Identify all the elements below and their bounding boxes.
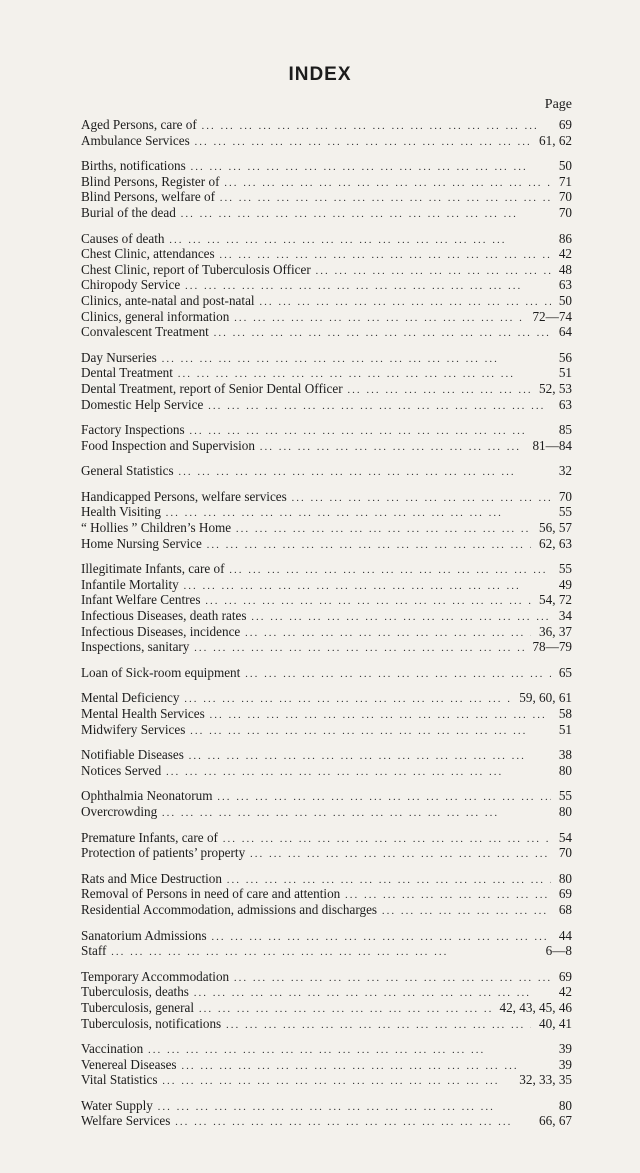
index-entry-label: Ophthalmia Neonatorum ... . (81, 788, 551, 806)
index-entry-label: Health Visiting ... . (81, 504, 551, 522)
index-entry-label: Clinics, ante-natal and post-natal ... . (81, 293, 551, 311)
index-entry-row (81, 845, 572, 861)
index-entry-label: Handicapped Persons, welfare services ... . (81, 489, 551, 507)
index-entry-label: Protection of patients’ property ... . (81, 845, 551, 863)
index-entry-pages: 51 (558, 365, 572, 381)
index-entry-label: Tuberculosis, notifications ... . (81, 1016, 531, 1034)
index-entry-pages: 63 (558, 277, 572, 293)
index-entry-row (81, 117, 572, 133)
index-entry-row (81, 763, 572, 779)
index-entry-pages: 34 (558, 608, 572, 624)
index-entry-pages: 42, 43, 45, 46 (499, 999, 572, 1015)
index-entry-pages: 81—84 (532, 437, 572, 453)
index-entry-row (81, 665, 572, 681)
index-entry-pages: 78—79 (532, 639, 572, 655)
index-entry-row (81, 1016, 572, 1032)
index-entry-row (81, 943, 572, 959)
index-entry-pages: 50 (558, 158, 572, 174)
index-entry-row (81, 1098, 572, 1114)
index-entry-pages: 80 (558, 870, 572, 886)
index-entry-label: Dental Treatment, report of Senior Dental Officer ... . (81, 381, 531, 399)
index-entry-label: Blind Persons, welfare of ... . (81, 189, 551, 207)
index-entry-row (81, 463, 572, 479)
index-entry-row (81, 830, 572, 846)
index-entry-row (81, 158, 572, 174)
index-entry-label: Domestic Help Service ... . (81, 397, 551, 415)
index-entry-label: Chest Clinic, report of Tuberculosis Officer ... . (81, 262, 551, 280)
index-entry-row (81, 504, 572, 520)
index-entry-row (81, 561, 572, 577)
index-entry-label: Loan of Sick-room equipment ... . (81, 665, 551, 683)
index-entry-pages: 54 (558, 829, 572, 845)
index-entry-row (81, 804, 572, 820)
index-entry-row (81, 706, 572, 722)
index-entry-pages: 70 (558, 204, 572, 220)
index-entry-pages: 42 (558, 246, 572, 262)
index-entry-row (81, 1000, 572, 1016)
index-entry-pages: 69 (558, 968, 572, 984)
index-entry-row (81, 231, 572, 247)
index-entry-label: Ambulance Services ... . (81, 133, 531, 151)
index-entry-label: Infectious Diseases, incidence ... . (81, 624, 531, 642)
index-entry-label: Infantile Mortality ... . (81, 577, 551, 595)
index-entry-pages: 65 (558, 664, 572, 680)
index-entry-pages: 55 (558, 788, 572, 804)
index-entry-row (81, 624, 572, 640)
index-entry-row (81, 928, 572, 944)
index-entry-label: Day Nurseries ... . (81, 350, 551, 368)
index-entry-row (81, 984, 572, 1000)
index-entry-row (81, 747, 572, 763)
index-group (81, 561, 572, 655)
index-entry-row (81, 174, 572, 190)
index-group (81, 871, 572, 918)
index-entry-pages: 70 (558, 845, 572, 861)
index-entry-pages: 55 (558, 561, 572, 577)
index-entry-label: Dental Treatment ... . (81, 365, 551, 383)
index-entry-pages: 52, 53 (539, 380, 572, 396)
index-entry-label: Clinics, general information ... . (81, 309, 524, 327)
index-entry-label: Vital Statistics ... . (81, 1072, 511, 1090)
index-entry-row (81, 722, 572, 738)
index-entry-row (81, 350, 572, 366)
index-group (81, 747, 572, 778)
index-entry-pages: 71 (558, 173, 572, 189)
index-entry-pages: 32 (558, 463, 572, 479)
index-entry-pages: 50 (558, 292, 572, 308)
index-entry-row (81, 639, 572, 655)
index-entry-pages: 39 (558, 1056, 572, 1072)
index-entry-row (81, 577, 572, 593)
index-entry-row (81, 205, 572, 221)
index-entry-pages: 6—8 (545, 943, 572, 959)
index-entry-label: Aged Persons, care of ... . (81, 117, 551, 135)
index-entry-pages: 56, 57 (539, 520, 572, 536)
index-entry-label: Chiropody Service ... . (81, 277, 551, 295)
index-entry-pages: 54, 72 (539, 592, 572, 608)
index-entry-row (81, 1072, 572, 1088)
index-entry-row (81, 608, 572, 624)
index-entry-label: Residential Accommodation, admissions and discharges ... . (81, 902, 551, 920)
index-entry-label: Infectious Diseases, death rates ... . (81, 608, 551, 626)
index-entry-label: Notices Served ... . (81, 763, 551, 781)
index-group (81, 928, 572, 959)
index-group (81, 788, 572, 819)
index-group (81, 350, 572, 412)
index-entry-row (81, 381, 572, 397)
index-entry-label: Tuberculosis, general ... . (81, 1000, 491, 1018)
index-list (81, 117, 572, 1139)
index-entry-row (81, 690, 572, 706)
index-entry-label: Notifiable Diseases ... . (81, 747, 551, 765)
index-entry-row (81, 365, 572, 381)
index-entry-row (81, 246, 572, 262)
index-entry-pages: 66, 67 (539, 1113, 572, 1129)
index-entry-pages: 85 (558, 422, 572, 438)
index-entry-label: Blind Persons, Register of ... . (81, 174, 551, 192)
index-entry-pages: 70 (558, 189, 572, 205)
index-group (81, 231, 572, 340)
index-entry-label: Welfare Services ... . (81, 1113, 531, 1131)
index-group (81, 665, 572, 681)
index-entry-pages: 62, 63 (539, 535, 572, 551)
index-entry-row (81, 397, 572, 413)
index-entry-pages: 39 (558, 1041, 572, 1057)
index-group (81, 830, 572, 861)
index-entry-pages: 69 (558, 886, 572, 902)
index-entry-row (81, 1041, 572, 1057)
index-entry-label: Inspections, sanitary ... . (81, 639, 524, 657)
index-entry-pages: 59, 60, 61 (519, 690, 572, 706)
index-entry-label: Chest Clinic, attendances ... . (81, 246, 551, 264)
index-entry-pages: 68 (558, 901, 572, 917)
index-group (81, 422, 572, 453)
index-entry-label: Overcrowding ... . (81, 804, 551, 822)
index-entry-pages: 70 (558, 488, 572, 504)
index-entry-pages: 38 (558, 747, 572, 763)
index-entry-pages: 55 (558, 504, 572, 520)
index-entry-label: Mental Health Services ... . (81, 706, 551, 724)
index-entry-label: Illegitimate Infants, care of ... . (81, 561, 551, 579)
page-column-label: Page (544, 97, 572, 112)
index-entry-label: Sanatorium Admissions ... . (81, 928, 551, 946)
index-group (81, 1041, 572, 1088)
index-entry-pages: 44 (558, 927, 572, 943)
index-entry-pages: 80 (558, 803, 572, 819)
index-entry-row (81, 788, 572, 804)
index-group (81, 969, 572, 1031)
index-entry-pages: 42 (558, 984, 572, 1000)
index-entry-row (81, 309, 572, 325)
index-entry-row (81, 1113, 572, 1129)
index-entry-row (81, 536, 572, 552)
index-entry-pages: 86 (558, 230, 572, 246)
index-entry-pages: 69 (558, 117, 572, 132)
index-group (81, 158, 572, 220)
index-entry-label: “ Hollies ” Children’s Home ... . (81, 520, 531, 538)
index-entry-pages: 49 (558, 576, 572, 592)
index-entry-label: Mental Deficiency ... . (81, 690, 511, 708)
index-entry-pages: 61, 62 (539, 132, 572, 148)
index-entry-pages: 32, 33, 35 (519, 1072, 572, 1088)
index-entry-pages: 48 (558, 261, 572, 277)
index-entry-label: Food Inspection and Supervision ... . (81, 438, 524, 456)
index-group (81, 463, 572, 479)
index-entry-row (81, 520, 572, 536)
index-entry-row (81, 133, 572, 149)
index-entry-label: Home Nursing Service ... . (81, 536, 531, 554)
index-entry-label: Burial of the dead ... . (81, 205, 551, 223)
index-entry-label: General Statistics ... . (81, 463, 551, 481)
index-entry-pages: 51 (558, 721, 572, 737)
index-entry-pages: 80 (558, 762, 572, 778)
index-entry-label: Venereal Diseases ... . (81, 1057, 551, 1075)
index-entry-label: Convalescent Treatment ... . (81, 324, 551, 342)
index-entry-label: Factory Inspections ... . (81, 422, 551, 440)
index-entry-pages: 80 (558, 1097, 572, 1113)
index-entry-label: Causes of death ... . (81, 231, 551, 249)
index-entry-label: Births, notifications ... . (81, 158, 551, 176)
index-entry-pages: 72—74 (532, 308, 572, 324)
index-entry-pages: 58 (558, 706, 572, 721)
index-entry-label: Infant Welfare Centres ... . (81, 592, 531, 610)
index-entry-row (81, 422, 572, 438)
index-entry-pages: 64 (558, 324, 572, 340)
index-entry-label: Vaccination ... . (81, 1041, 551, 1059)
index-entry-label: Water Supply ... . (81, 1098, 551, 1116)
index-entry-row (81, 1057, 572, 1073)
index-group (81, 1098, 572, 1129)
index-entry-label: Premature Infants, care of ... . (81, 830, 551, 848)
index-entry-row (81, 293, 572, 309)
index-entry-pages: 56 (558, 349, 572, 365)
index-entry-label: Removal of Persons in need of care and attention ... . (81, 886, 551, 904)
index-entry-row (81, 592, 572, 608)
index-entry-row (81, 871, 572, 887)
index-entry-pages: 63 (558, 396, 572, 412)
index-entry-row (81, 886, 572, 902)
index-group (81, 117, 572, 148)
index-entry-row (81, 902, 572, 918)
index-entry-row (81, 324, 572, 340)
index-entry-row (81, 277, 572, 293)
index-group (81, 489, 572, 551)
index-entry-row (81, 489, 572, 505)
index-entry-label: Temporary Accommodation ... . (81, 969, 551, 987)
index-entry-label: Staff ... . (81, 943, 538, 961)
index-entry-label: Midwifery Services ... . (81, 722, 551, 740)
page-title: INDEX (288, 64, 352, 85)
index-entry-row (81, 262, 572, 278)
index-entry-row (81, 189, 572, 205)
index-entry-row (81, 438, 572, 454)
index-entry-pages: 36, 37 (539, 623, 572, 639)
index-entry-label: Tuberculosis, deaths ... . (81, 984, 551, 1002)
index-group (81, 690, 572, 737)
index-entry-pages: 40, 41 (539, 1015, 572, 1031)
index-entry-row (81, 969, 572, 985)
index-entry-label: Rats and Mice Destruction ... . (81, 871, 551, 889)
